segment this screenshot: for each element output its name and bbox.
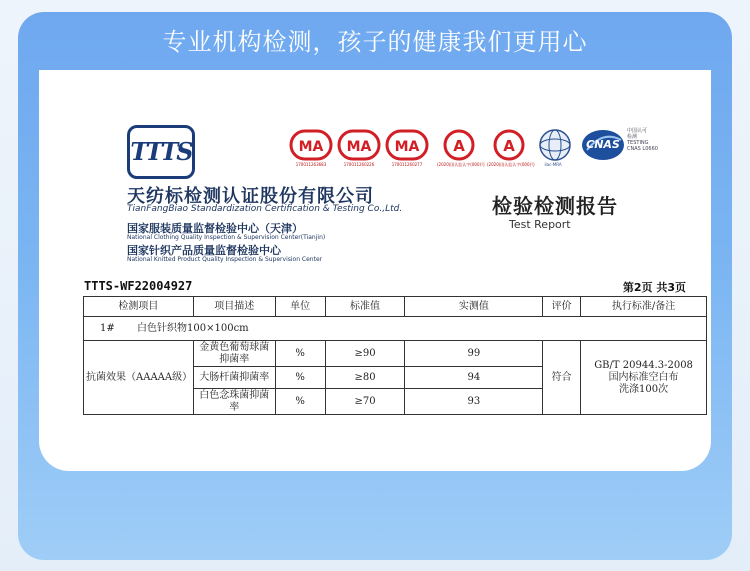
cal-badge-icon xyxy=(487,128,536,172)
row-standard: ≥90 xyxy=(325,341,405,367)
cal-badge-icon xyxy=(437,128,486,172)
cnas-logo-text: CNAS xyxy=(586,138,620,151)
row-description: 大肠杆菌抑菌率 xyxy=(193,367,275,389)
lab-name-cn: 天纺标检测认证股份有限公司 xyxy=(127,186,374,207)
svg-text:MA: MA xyxy=(346,139,372,155)
svg-text:MA: MA xyxy=(298,139,324,155)
report-paper xyxy=(39,70,711,471)
cnas-number: CNAS L0660 xyxy=(627,146,658,152)
cma-badge-icon xyxy=(289,128,333,172)
cma-badge-number: 170011260277 xyxy=(391,162,423,167)
banner-card xyxy=(18,12,732,560)
banner-title: 专业机构检测，孩子的健康我们更用心 xyxy=(162,28,588,56)
row-standard: ≥80 xyxy=(325,367,405,389)
center2-name-en: National Knitted Product Quality Inspection & Supervision Center xyxy=(127,256,323,263)
ilac-mra-label: ilac-MRA xyxy=(544,162,562,167)
lab-name-en: TianFangBiao Standardization Certification & Testing Co.,Ltd. xyxy=(127,204,403,214)
cma-badge-icon xyxy=(337,128,381,172)
row-measured: 94 xyxy=(405,367,543,389)
certification-badges xyxy=(289,128,669,178)
report-title-en: Test Report xyxy=(509,218,571,231)
ttts-logo: TTTS xyxy=(127,125,195,179)
results-table xyxy=(83,296,707,415)
sample-cell xyxy=(84,317,707,341)
center1-name-en: National Clothing Quality Inspection & Supervision Center(Tianjin) xyxy=(127,234,326,241)
header-remark: 执行标准/备注 xyxy=(581,297,707,317)
sample-row xyxy=(84,317,707,341)
test-item-cell: 抗菌效果（AAAAA级） xyxy=(84,341,194,415)
header-measured: 实测值 xyxy=(405,297,543,317)
header-description: 项目描述 xyxy=(193,297,275,317)
cal-badge-number: (2020)国认监认字(000)号 xyxy=(437,162,486,167)
evaluation-cell: 符合 xyxy=(543,341,581,415)
row-measured: 93 xyxy=(405,389,543,415)
report-title-cn: 检验检测报告 xyxy=(492,194,618,218)
center2-name-cn: 国家针织产品质量监督检验中心 xyxy=(127,244,281,257)
cnas-logo-icon xyxy=(581,128,625,172)
svg-text:MA: MA xyxy=(394,139,420,155)
row-description: 金黄色葡萄球菌抑菌率 xyxy=(193,341,275,367)
row-unit: % xyxy=(275,389,325,415)
cnas-cn2-label: 检测 xyxy=(627,134,638,140)
header-unit: 单位 xyxy=(275,297,325,317)
cma-badge-number: 170011260226 xyxy=(343,162,375,167)
sample-index: 1# xyxy=(100,322,115,334)
cnas-testing-label xyxy=(627,128,669,172)
row-description: 白色念珠菌抑菌率 xyxy=(193,389,275,415)
remark-line-2: 国内标准空白布 xyxy=(608,371,679,383)
cma-badge-icon xyxy=(385,128,429,172)
page-indicator: 第2页 共3页 xyxy=(622,281,686,294)
cal-badge-number: (2020)国认监认字(000)号 xyxy=(487,162,536,167)
cnas-cn-label: 中国认可 xyxy=(627,128,648,134)
remark-line-3: 洗涤100次 xyxy=(619,383,669,395)
svg-text:A: A xyxy=(503,137,515,155)
ilac-mra-icon xyxy=(533,128,573,172)
cnas-en-label: TESTING xyxy=(627,140,649,146)
table-header-row xyxy=(84,297,707,317)
header-evaluation: 评价 xyxy=(543,297,581,317)
header-standard: 标准值 xyxy=(325,297,405,317)
sample-description: 白色针织物100×100cm xyxy=(137,322,249,334)
table-row xyxy=(84,341,707,367)
report-number: TTTS-WF22004927 xyxy=(84,279,193,293)
remark-line-1: GB/T 20944.3-2008 xyxy=(594,359,693,371)
cma-badge-number: 170011263683 xyxy=(295,162,327,167)
row-measured: 99 xyxy=(405,341,543,367)
header-test-item: 检测项目 xyxy=(84,297,194,317)
row-unit: % xyxy=(275,341,325,367)
svg-text:A: A xyxy=(453,137,465,155)
center1-name-cn: 国家服装质量监督检验中心（天津） xyxy=(127,222,303,235)
remark-cell xyxy=(581,341,707,415)
row-standard: ≥70 xyxy=(325,389,405,415)
row-unit: % xyxy=(275,367,325,389)
